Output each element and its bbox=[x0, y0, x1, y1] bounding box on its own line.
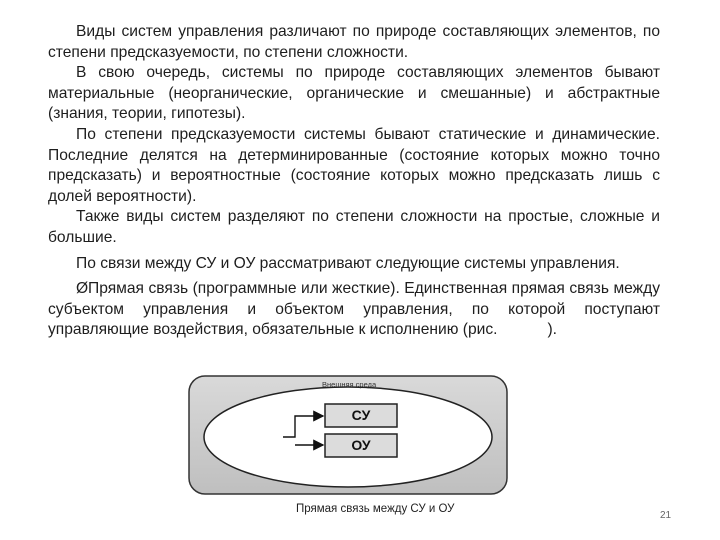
paragraph-by-complexity: Также виды систем разделяют по степени сложности на простые, сложные и большие. bbox=[48, 208, 660, 246]
paragraph-by-predictability: По степени предсказуемости системы бывают статические и динамические. Последние делятся на детерминированные (состояние которых можно точно предсказать) и вероятностные (состояние которых можно предсказать лишь с долей вероятности). bbox=[48, 125, 660, 205]
bullet-direct-link bbox=[48, 279, 660, 341]
su-label: СУ bbox=[351, 407, 371, 423]
bullet-text-end: ). bbox=[547, 321, 557, 339]
bullet-text: Прямая связь (программные или жесткие). Единственная прямая связь между субъектом управления и объектом управления, по которой поступают управляющие воздействия, обязательные к исполнению (рис. bbox=[48, 280, 660, 339]
bullet-arrow-icon: Ø bbox=[76, 280, 89, 298]
paragraph-su-ou-relations: По связи между СУ и ОУ рассматривают следующие системы управления. bbox=[76, 254, 620, 272]
direct-link-diagram bbox=[188, 375, 508, 495]
paragraph-by-nature: В свою очередь, системы по природе составляющих элементов бывают материальные (неорганические, органические и смешанные) и абстрактные (знания, теории, гипотезы). bbox=[48, 64, 660, 123]
ou-label: ОУ bbox=[351, 437, 371, 453]
diagram-drawing bbox=[188, 375, 508, 495]
figure-caption: Прямая связь между СУ и ОУ bbox=[296, 503, 455, 515]
paragraph-system-types: Виды систем управления различают по природе составляющих элементов, по степени предсказуемости, по степени сложности. bbox=[48, 23, 660, 61]
environment-label: Внешняя среда bbox=[322, 380, 377, 389]
page-number: 21 bbox=[660, 510, 672, 521]
document-body bbox=[48, 22, 660, 341]
